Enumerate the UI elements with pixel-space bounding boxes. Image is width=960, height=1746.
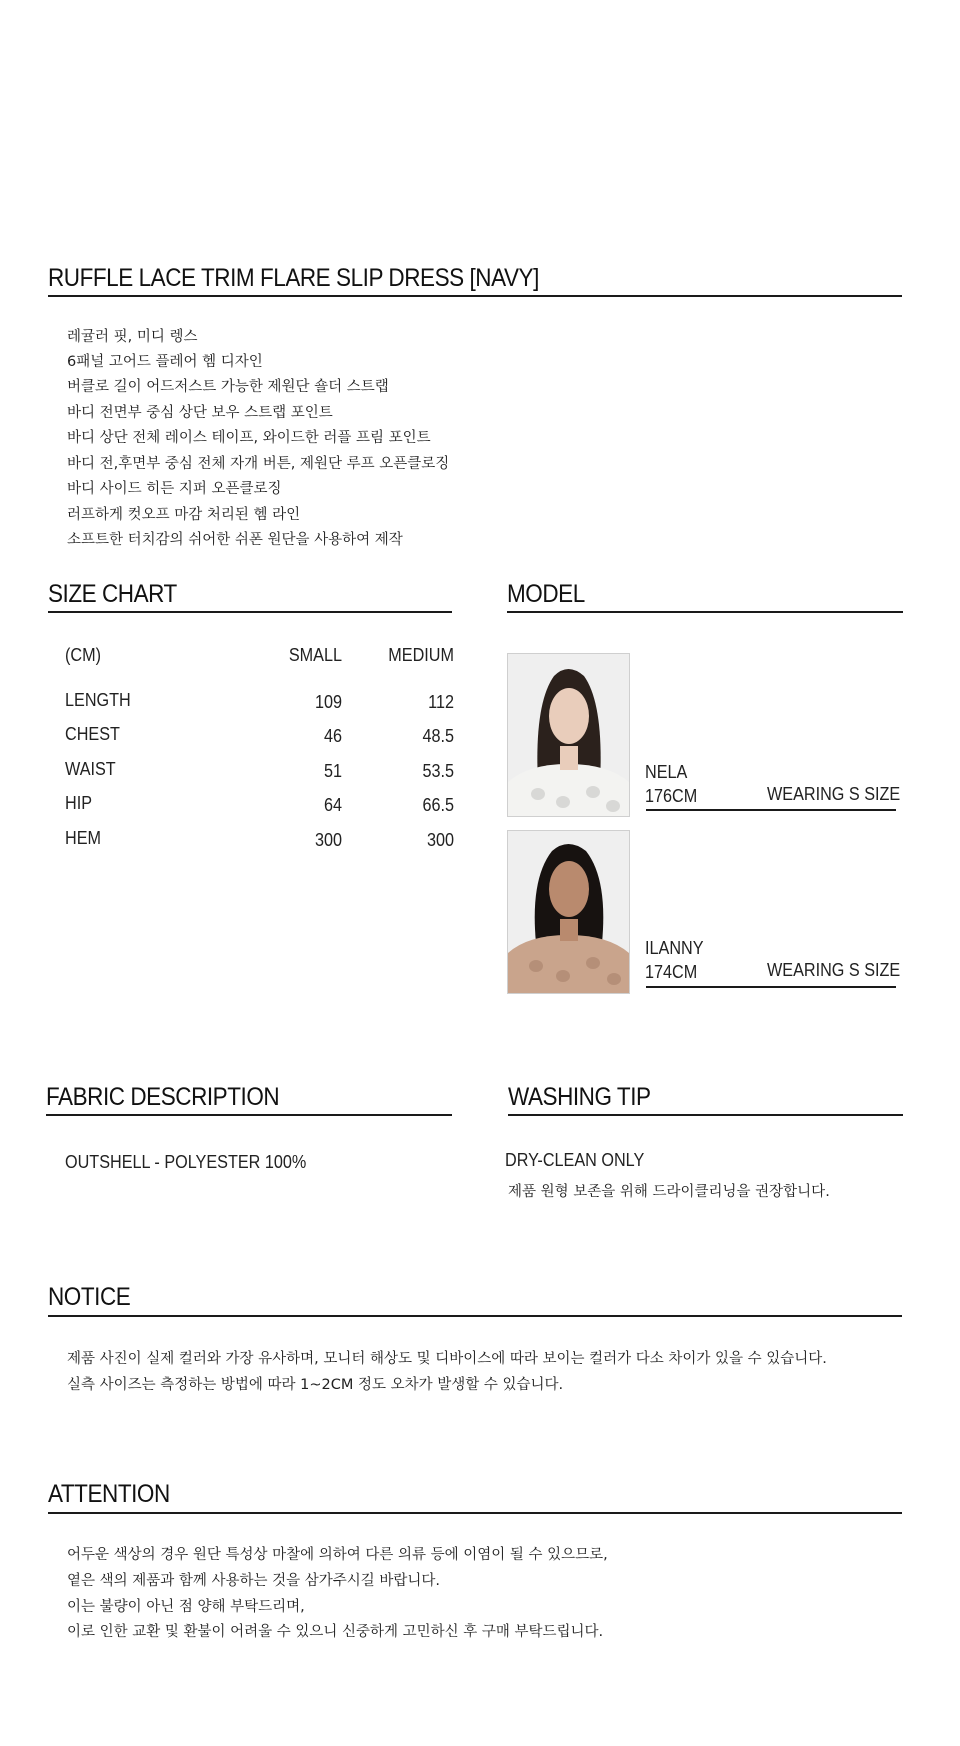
fabric-divider: [46, 1114, 452, 1116]
notice-title: NOTICE: [48, 1283, 131, 1311]
washing-text: DRY-CLEAN ONLY: [505, 1150, 645, 1170]
feature-item: 바디 전면부 중심 상단 보우 스트랩 포인트: [67, 405, 333, 421]
measure-small: 64: [323, 795, 342, 815]
notice-line: 제품 사진이 실제 컬러와 가장 유사하며, 모니터 해상도 및 디바이스에 따라 보이는 컬러가 다소 차이가 있을 수 있습니다.: [67, 1351, 827, 1367]
size-chart-unit: (CM): [65, 645, 101, 665]
feature-item: 바디 전,후면부 중심 전체 자개 버튼, 제원단 루프 오픈클로징: [67, 456, 450, 472]
model-height: 174CM: [645, 962, 698, 982]
notice-divider: [48, 1315, 902, 1317]
feature-item: 6패널 고어드 플레어 헴 디자인: [67, 354, 263, 370]
measure-medium: 300: [426, 830, 454, 850]
size-chart-divider: [48, 611, 452, 613]
attention-line: 옅은 색의 제품과 함께 사용하는 것을 삼가주시길 바랍니다.: [67, 1573, 441, 1589]
measure-label: LENGTH: [65, 690, 131, 710]
model-photo-nela: [507, 653, 630, 817]
size-chart-title: SIZE CHART: [48, 580, 177, 608]
model-portrait: [508, 831, 629, 993]
model-divider: [646, 986, 896, 988]
measure-medium: 53.5: [422, 761, 454, 781]
model-divider: [646, 809, 896, 811]
feature-item: 버클로 길이 어드저스트 가능한 제원단 숄더 스트랩: [67, 379, 389, 395]
washing-divider: [508, 1114, 903, 1116]
measure-label: CHEST: [65, 724, 120, 744]
notice-line: 실측 사이즈는 측정하는 방법에 따라 1~2CM 정도 오차가 발생할 수 있습니다.: [67, 1377, 564, 1393]
washing-text-korean: 제품 원형 보존을 위해 드라이클리닝을 권장합니다.: [508, 1184, 830, 1200]
attention-line: 이로 인한 교환 및 환불이 어려울 수 있으니 신중하게 고민하신 후 구매 부탁드립니다.: [67, 1624, 604, 1640]
attention-line: 이는 불량이 아닌 점 양해 부탁드리며,: [67, 1599, 305, 1615]
fabric-text: OUTSHELL - POLYESTER 100%: [65, 1152, 307, 1172]
title-divider: [48, 295, 902, 297]
model-height: 176CM: [645, 786, 698, 806]
measure-small: 46: [323, 726, 342, 746]
size-column-header: SMALL: [288, 645, 342, 665]
model-name: ILANNY: [645, 938, 704, 958]
fabric-title: FABRIC DESCRIPTION: [46, 1083, 280, 1111]
feature-item: 레귤러 핏, 미디 렝스: [67, 329, 198, 345]
feature-item: 러프하게 컷오프 마감 처리된 헴 라인: [67, 507, 301, 523]
feature-item: 소프트한 터치감의 쉬어한 쉬폰 원단을 사용하여 제작: [67, 532, 403, 548]
attention-divider: [48, 1512, 902, 1514]
feature-item: 바디 상단 전체 레이스 테이프, 와이드한 러플 프림 포인트: [67, 430, 431, 446]
product-title: RUFFLE LACE TRIM FLARE SLIP DRESS [NAVY]: [48, 264, 539, 292]
measure-label: WAIST: [65, 759, 116, 779]
measure-medium: 112: [428, 692, 454, 712]
model-title: MODEL: [507, 580, 585, 608]
measure-label: HIP: [65, 793, 93, 813]
model-name: NELA: [645, 762, 688, 782]
measure-small: 300: [314, 830, 342, 850]
model-portrait: [508, 654, 629, 816]
washing-title: WASHING TIP: [508, 1083, 651, 1111]
attention-line: 어두운 색상의 경우 원단 특성상 마찰에 의하여 다른 의류 등에 이염이 될 수 있으므로,: [67, 1547, 608, 1563]
measure-small: 109: [314, 692, 342, 712]
model-wearing-size: WEARING S SIZE: [767, 784, 901, 804]
attention-title: ATTENTION: [48, 1480, 170, 1508]
measure-label: HEM: [65, 828, 101, 848]
measure-medium: 66.5: [422, 795, 454, 815]
model-photo-ilanny: [507, 830, 630, 994]
feature-item: 바디 사이드 히든 지퍼 오픈클로징: [67, 481, 282, 497]
measure-small: 51: [323, 761, 342, 781]
size-column-header: MEDIUM: [388, 645, 454, 665]
model-divider: [507, 611, 903, 613]
model-wearing-size: WEARING S SIZE: [767, 960, 901, 980]
measure-medium: 48.5: [422, 726, 454, 746]
